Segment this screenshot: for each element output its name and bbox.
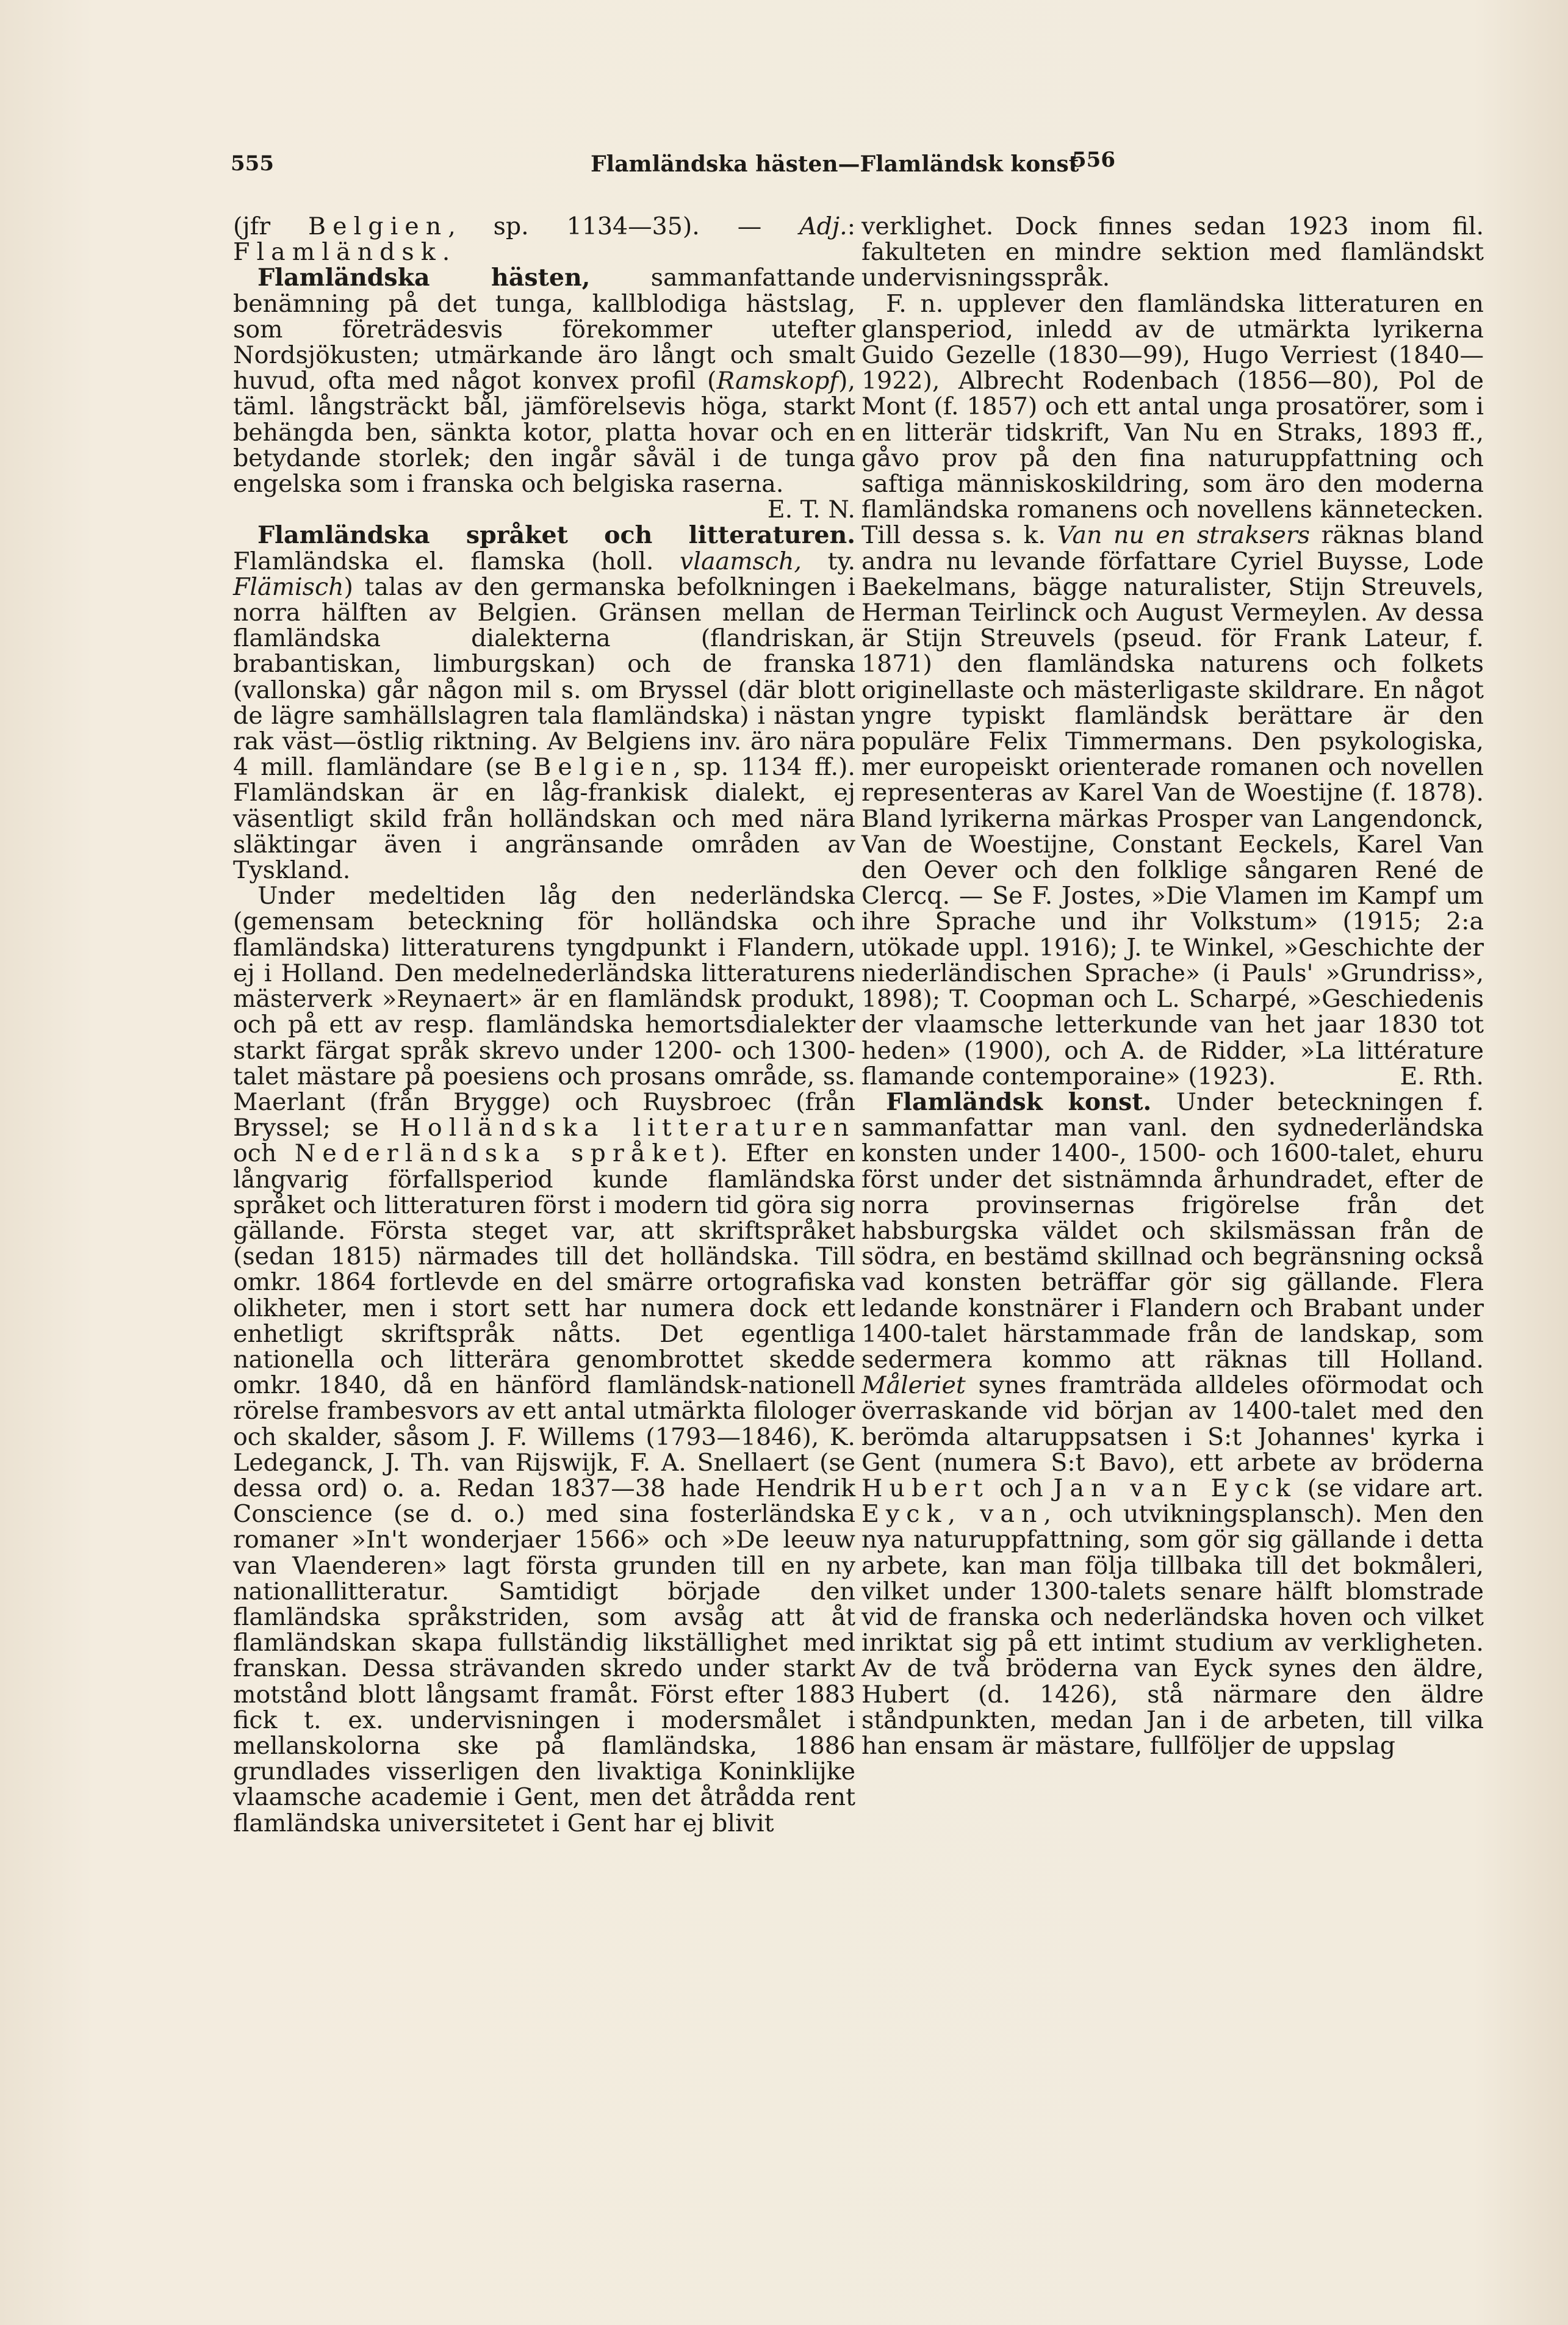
entry-flamlandska-spraket: Flamländska språket och litteraturen. Flamländska el. flamska (holl. vlaamsch, ty. Flämisch) talas av den germanska befolkningen i norra hälften av Belgien. Gränsen mellan de flamländska dialekterna (flandriskan, brabantiskan, limburgskan) och de franska (vallonska) går någon mil s. om Bryssel (där blott de lägre samhällslagren tala flamländska) i nästan rak väst—östlig riktning. Av Belgiens inv. äro nära 4 mill. flamländare (se Belgien, sp. 1134 ff.). Flamländskan är en låg-frankisk dialekt, ej väsentligt skild från holländskan och med nära släktingar även i angränsande områden av Tyskland. xyxy=(233,521,856,885)
intro-paragraph: (jfr Belgien, sp. 1134—35). — Adj.: Flamländsk. xyxy=(233,212,855,267)
headword: Flamländska språket och litteraturen. xyxy=(257,521,855,550)
crossref-belgien: Belgien xyxy=(533,753,674,782)
left-column xyxy=(233,214,855,1836)
crossref-belgien: Belgien xyxy=(308,212,448,240)
paragraph-glansperiod: F. n. upplever den flamländska litteraturen en glansperiod, inledd av de utmärkta lyrikerna Guido Gezelle (1830—99), Hugo Verriest (1840—1922), Albrecht Rodenbach (1856—80), Pol de Mont (f. 1857) och ett antal unga prosatörer, som i en litterär tidskrift, Van Nu en Straks, 1893 ff., gåvo prov på den fina naturuppfattning och saftiga människoskildring, som äro den moderna flamländska romanens och novellens kännetecken. Till dessa s. k. Van nu en straksers räknas bland andra nu levande författare Cyriel Buysse, Lode Baekelmans, bägge naturalister, Stijn Streuvels, Herman Teirlinck och August Vermeylen. Av dessa är Stijn Streuvels (pseud. för Frank Lateur, f. 1871) den flamländska naturens och folkets originellaste och mästerligaste skildrare. En något yngre typiskt flamländsk berättare är den populäre Felix Timmermans. Den psykologiska, mer europeiskt orienterade romanen och novellen representeras av Karel Van de Woestijne (f. 1878). Bland lyrikerna märkas Prosper van Langendonck, Van de Woestijne, Constant Eeckels, Karel Van den Oever och den folklige sångaren René de Clercq. — Se F. Jostes, »Die Vlamen im Kampf um ihre Sprache und ihr Volkstum» (1915; 2:a utökade uppl. 1916); J. te Winkel, »Geschichte der niederländischen Sprache» (i Pauls' »Grundriss», 1898); T. Coopman och L. Scharpé, »Geschiedenis der vlaamsche letterkunde van het jaar 1830 tot heden» (1900), och A. de Ridder, »La littérature flamande contemporaine» (1923). E. Rth. xyxy=(861,289,1484,1090)
running-title: Flamländska hästen—Flamländsk konst xyxy=(591,151,1079,177)
paragraph-medeltiden: Under medeltiden låg den nederländska (gemensam beteckning för holländska och flamländska) litteraturens tyngdpunkt i Flandern, ej i Holland. Den medelnederländska litteraturens mästerverk »Reynaert» är en flamländsk produkt, och på ett av resp. flamländska hemortsdialekter starkt färgat språk skrevo under 1200- och 1300-talet mästare på poesiens och prosans område, ss. Maerlant (från Brygge) och Ruysbroec (från Bryssel; se Holländska litteraturen och Nederländska språket). Efter en långvarig förfallsperiod kunde flamländska språket och litteraturen först i modern tid göra sig gällande. Första steget var, att skriftspråket (sedan 1815) närmades till det holländska. Till omkr. 1864 fortlevde en del smärre ortografiska olikheter, men i stort sett har numera dock ett enhetligt skriftspråk nåtts. Det egentliga nationella och litterära genombrottet skedde omkr. 1840, då en hänförd flamländsk-nationell rörelse frambesvors av ett antal utmärkta filologer och skalder, såsom J. F. Willems (1793—1846), K. Ledeganck, J. Th. van Rijswijk, F. A. Snellaert (se dessa ord) o. a. Redan 1837—38 hade Hendrik Conscience (se d. o.) med sina fosterländska romaner »In't wonderjaer 1566» och »De leeuw van Vlaenderen» lagt första grunden till en ny nationallitteratur. Samtidigt började den flamländska språkstriden, som avsåg att åt flamländskan skapa fullständig likställighet med franskan. Dessa strävanden skredo under starkt motstånd blott långsamt framåt. Först efter 1883 fick t. ex. undervisningen i modersmålet i mellanskolorna ske på flamländska, 1886 grundlades visserligen den livaktiga Koninklijke vlaamsche academie i Gent, men det åtrådda rent flamländska universitetet i Gent har ej blivit xyxy=(233,882,856,1837)
author-signature: E. T. N. xyxy=(767,496,855,524)
crossref-nederlandska: Nederländska språket xyxy=(294,1139,711,1168)
headword: Flamländska hästen, xyxy=(257,264,591,292)
right-column xyxy=(861,214,1484,1759)
entry-flamlandsk-konst: Flamländsk konst. Under beteckningen f. sammanfattar man vanl. den sydnederländska konsten under 1400-, 1500- och 1600-talet, ehuru först under det sistnämnda århundradet, efter de norra provinsernas frigörelse från det habsburgska väldet och skilsmässan från de södra, en bestämd skillnad och begränsning också vad konsten beträffar gör sig gällande. Flera ledande konstnärer i Flandern och Brabant under 1400-talet härstammade från de landskap, som sedermera kommo att räknas till Holland. Måleriet synes framträda alldeles oförmodat och överraskande vid början av 1400-talet med den berömda altaruppsatsen i S:t Johannes' kyrka i Gent (numera S:t Bavo), ett arbete av bröderna Hubert och Jan van Eyck (se vidare art. Eyck, van, och utvikningsplansch). Men den nya naturuppfattning, som gör sig gällande i detta arbete, kan man följa tillbaka till det bokmåleri, vilket under 1300-talets senare hälft blomstrade vid de franska och nederländska hoven och vilket inriktat sig på ett intimt studium av verkligheten. Av de två bröderna van Eyck synes den äldre, Hubert (d. 1426), stå närmare den äldre ståndpunkten, medan Jan i de arbeten, till vilka han ensam är mästare, fullföljer de uppslag xyxy=(861,1087,1484,1760)
right-page-number: 556 xyxy=(1072,148,1115,172)
crossref-jan-van-eyck: Jan van Eyck xyxy=(1053,1474,1297,1502)
crossref-hubert: Hubert xyxy=(861,1474,990,1502)
left-page-number: 555 xyxy=(231,151,274,176)
headword: Flamländsk konst. xyxy=(886,1087,1152,1116)
crossref-hollandska: Holländska litteraturen xyxy=(400,1114,855,1142)
running-header xyxy=(231,148,1115,188)
continuation-paragraph: verklighet. Dock finnes sedan 1923 inom fil. fakulteten en mindre sektion med flamländskt undervisningsspråk. xyxy=(861,212,1484,292)
entry-flamlandska-hasten: Flamländska hästen, sammanfattande benämning på det tunga, kallblodiga hästslag, som företrädesvis förekommer utefter Nordsjökusten; utmärkande äro långt och smalt huvud, ofta med något konvex profil (Ramskopf), täml. långsträckt bål, jämförelsevis höga, starkt behängda ben, sänkta kotor, platta hovar och en betydande storlek; den ingår såväl i de tunga engelska som i franska och belgiska raserna. E. T. N. xyxy=(233,264,855,524)
crossref-eyck: Eyck, van, xyxy=(861,1500,1059,1529)
author-signature: E. Rth. xyxy=(1400,1062,1484,1090)
crossref-flamlandsk: Flamländsk xyxy=(233,238,442,267)
